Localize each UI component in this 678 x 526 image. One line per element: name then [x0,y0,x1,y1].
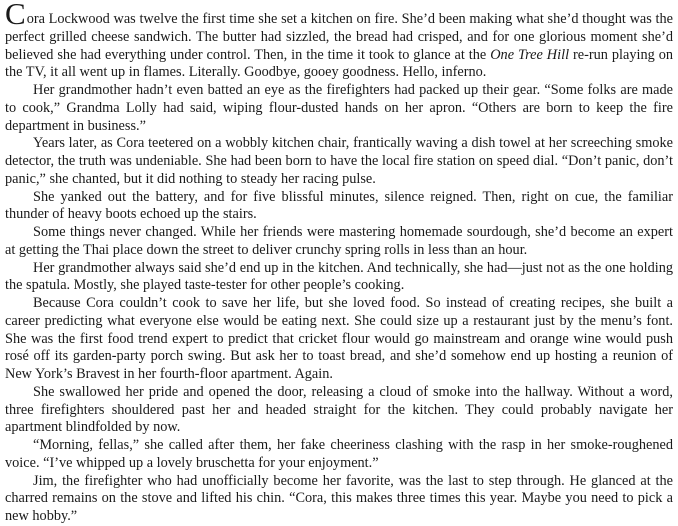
paragraph: Jim, the firefighter who had unofficially become her favorite, was the last to step through. He glanced at the charred remains on the stove and lifted his chin. “Cora, this makes three times this year. Maybe you need to pick a new hobby.” [5,472,673,524]
paragraph-text: re-run playing on the TV, it all went up in flames. Literally. Goodbye, gooey goodness. Hello, inferno. [5,46,673,81]
paragraph [5,0,673,82]
paragraph: Her grandmother always said she’d end up in the kitchen. And technically, she had—just not as the one holding the spatula. Mostly, she played taste-tester for other people’s cooking. [5,259,673,294]
paragraph: Years later, as Cora teetered on a wobbly kitchen chair, frantically waving a dish towel at her screeching smoke detector, the truth was undeniable. She had been born to have the local fire station on speed dial. “Don’t panic, don’t panic,” she chanted, but it did nothing to steady her racing pulse. [5,135,673,187]
paragraph: Some things never changed. While her friends were mastering homemade sourdough, she’d become an expert at getting the Thai place down the street to deliver crunchy spring rolls in less than an hour. [5,224,673,258]
show-title: One Tree Hill [490,46,570,63]
paragraph: She swallowed her pride and opened the door, releasing a cloud of smoke into the hallway. Without a word, three firefighters shouldered past her and headed straight for the kitchen. They could probably navigate her apartment blindfolded by now. [5,383,673,436]
story-text [5,0,673,526]
paragraph: She yanked out the battery, and for five blissful minutes, silence reigned. Then, right on cue, the familiar thunder of heavy boots echoed up the stairs. [5,188,673,223]
paragraph: Her grandmother hadn’t even batted an eye as the firefighters had packed up their gear. “Some folks are made to cook,” Grandma Lolly had said, wiping flour-dusted hands on her apron. “Others are born to keep the fire department in business.” [5,82,673,134]
paragraph-text: ora Lockwood was twelve the first time she set a kitchen on fire. She’d been making what she’d thought was the perfect grilled cheese sandwich. The butter had sizzled, the bread had crisped, and for one glorious moment she’d believed she had everything under control. Then, in the time it took to glance at the [5,11,673,63]
paragraph: “Morning, fellas,” she called after them, her fake cheeriness clashing with the rasp in her smoke-roughened voice. “I’ve whipped up a lovely bruschetta for your enjoyment.” [5,437,673,471]
drop-cap: C [5,0,26,31]
paragraph: Because Cora couldn’t cook to save her life, but she loved food. So instead of creating recipes, she built a career predicting what everyone else would be eating next. She could size up a restaurant just by the menu’s font. She was the first food trend expert to predict that cricket flour would go mainstream and orange wine would push rosé off its garden-party porch swing. But ask her to toast bread, and she’d somehow end up hosting a reunion of New York’s Bravest in her fourth-floor apartment. Again. [5,295,673,382]
